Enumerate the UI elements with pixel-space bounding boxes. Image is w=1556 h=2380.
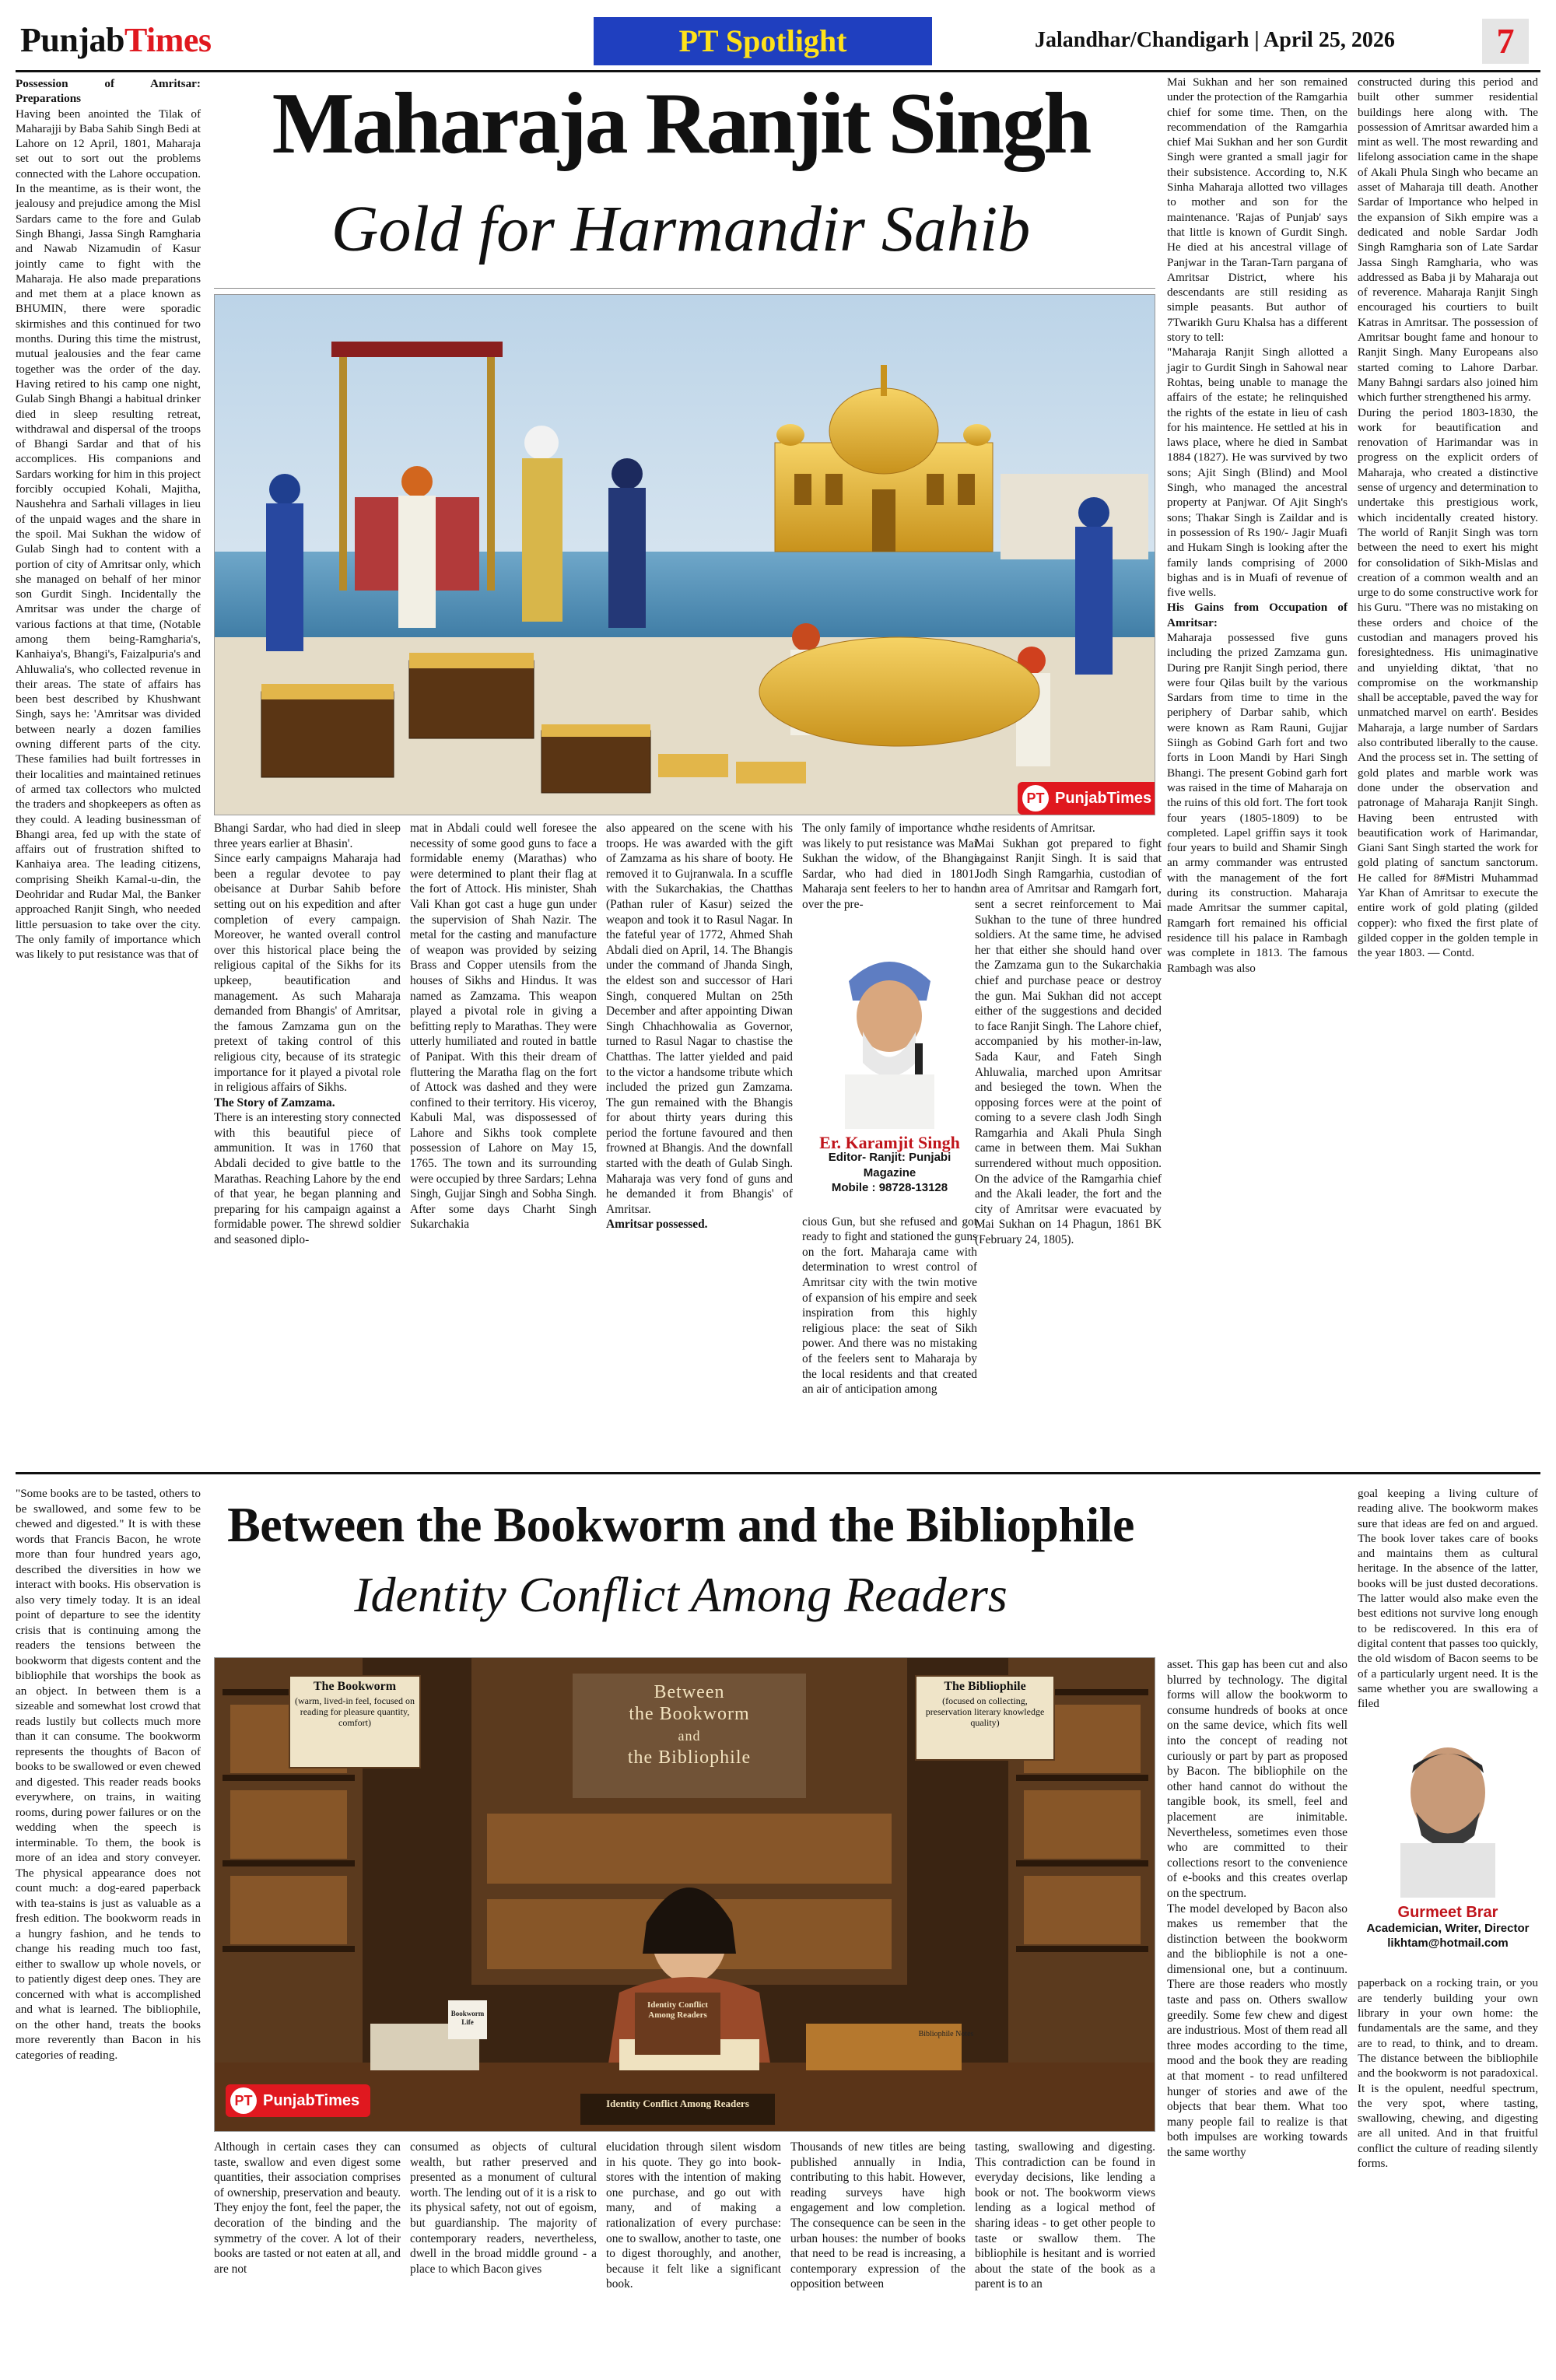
book-cover-text: Identity Conflict Among Readers [647,2000,708,2020]
author-photo-gurmeet [1358,1719,1538,1898]
article1-column-6 [975,821,1162,1460]
article1-author-mobile: Mobile : 98728-13128 [831,1181,948,1195]
bookworm-sign-text: (warm, lived-in feel, focused on reading for pleasure quantity, comfort) [295,1695,415,1728]
article1-author-box [802,927,977,1215]
article2-col5-text: Thousands of new titles are being published annually in India, contributing to this habit. However, reading surveys have high engagement and low completion. The consequence can be seen in the urban houses: the number of books that need to be read is increasing, a contemporary expression of the opposition between [790,2140,965,2291]
article1-col1-text: Possession of Amritsar: Preparations Having been anointed the Tilak of Maharajji by Baba Sahib Singh Bedi at Lahore on 12 April, 1801, Maharaja set out to sort out the problems connected with the Lahore occupation. In the meantime, as is their wont, the jealousy and prejudice among the Misl Sardars came to the fore and Gulab Singh Bhangi, Jassa Singh Ramgharia and Nawab Nizamudin of Kasur jointly came to fight with the Maharaja. He also made preparations and met them at a place known as BHUMIN, there were sporadic skirmishes and this continued for two months. During this time the mistrust, mutual jealousies and the fear came together was the order of the day. Having retired to his camp one night, Gulab Singh Bhangi a habitual drinker died in sleep resulting retreat, withdrawal and dispersal of the troops of Bhangi Sardar and that of his accomplices. His companions and Sardars working for him in this project forcibly occupied Kohali, Majitha, Naushehra and Sarhali villages in lieu of the unpaid wages and the share in the spoil. Mai Sukhan the widow of Gulab Singh had to content with a portion of city of Amritsar only, which she managed on behalf of her minor son Gurdit Singh. Incidentally the Amritsar was under the charge of various factions at that time, (Notable among them being-Ramgharia's, Kanhaiya's, Bhangi's, Faizalpuria's and Ahluwalia's, who collected revenue in their areas. The state of affairs has been best described by Khushwant Singh, says he: 'Amritsar was divided between nearly a dozen families owning different parts of the city. These families had built fortresses in their localities and maintained retinues of armed tax collectors who mulcted the traders and shopkeepers as often as they could. A leading businessman of Bhangi area, fed up with the state of affairs out of frustration shifted to Kanhaiya area. The leading citizens, comprising Sheikh Kamal-u-din, the Deohridar and Rudar Mal, the Banker approached Ranjit Singh, who needed little persuasion to take over the city. The only family of importance which was likely to put resistance was that of [16,77,201,962]
article1-column-5 [802,821,977,1460]
article2-column-6 [975,2140,1155,2365]
article1-col7-text: Mai Sukhan and her son remained under the protection of the Ramgarhia chief for some time. Then, on the recommendation of the Ramgarhia chief Mai Sukhan and her son Gurdit Singh were granted a small jagir for their subsistence. According to, N.K Sinha Maharaja allotted two villages to mother and son for the maintenance. 'Rajas of Punjab' says that little is known of Gurdit Singh. He died at his ancestral village of Panjwar in the Taran-Tarn pargana of Amritsar District, where his descendants are still residing as simple peasants. But author of 7Twarikh Guru Khalsa has a different story to tell: "Maharaja Ranjit Singh allotted a jagir to Gurdit Singh in Sahowal near Rohtas, being unable to manage the affairs of the estate; he relinquished the rights of the estate in lieu of cash for his maintence. He settled at his in laws place, where he died in Sambat 1884 (1827). He was survived by two sons; Ajit Singh (Blind) and Mool Singh, who managed the ancestral property at Panjwar. Of Ajit Singh's sons; Thakar Singh is Zaildar and is in possession of Rs 190/- Jagir Muafi and Hukam Singh is looking after the family lands comprising of 2000 bighas and is in Muafi of revenue of five wells. His Gains from Occupation of Amritsar: Maharaja possessed five guns including the prized Zamzama gun. During pre Ranjit Singh period, there were four Qilas built by the various Sardars from time to time in the periphery of Darbar sahib, which were known as Ram Rauni, Gujjar Siingh as Gobind Garh fort and two forts in Loon Mandi by Hari Singh Bhangi. The present Gobind garh fort was raised in the time of Maharaja on the ruins of this old fort. The fort took four years (1805-1809) to be completed. Lapel griffin says it took four years to build and Shamir Singh an army commander was entrusted with the management of the fort during its construction. Maharaja made Amritsar the summer capital, Ramgarh fort remained his official residence till his palace in Rambagh was complete in 1813. The famous Rambagh was also [1167,75,1347,975]
article1-column-7 [1167,75,1347,1460]
article2-column-7 [1167,1657,1347,2365]
page-number: 7 [1482,19,1529,64]
article1-column-4 [606,821,793,1460]
article1-column-3 [410,821,597,1460]
article2-column-3 [410,2140,597,2365]
article2-image-watermark [226,2084,370,2117]
article2-column-5 [790,2140,965,2365]
bibliophile-sign-text: (focused on collecting, preservation literary knowledge quality) [925,1695,1045,1728]
article2-author-box [1358,1719,1538,1975]
article1-col3-text: mat in Abdali could well foresee the necessity of some good guns to face a formidable enemy (Marathas) who were determined to plant their flag at the fort of Attock. His minister, Shah Vali Khan got cast a huge gun under the supervision of Shah Nazir. The metal for the casting and manufacture of weapon was provided by seizing Brass and Copper utensils from the houses of Sikhs and Hindus. It was named as Zamzama. This weapon played a pivotal role in giving a befitting reply to Marathas. They were utterly humiliated and routed in battle of Panipat. With this their dream of fluttering the Maratha flag on the fort of Attock was dashed and they were confined to their territory. His viceroy, Kabuli Mal, was dispossessed of Lahore and Sikhs took complete possession of Lahore on May 15, 1765. The town and its surrounding were occupied by three Sardars; Lehna Singh, Gujjar Singh and Sobha Singh. After some days Charht Singh Sukarchakia [410,822,597,1232]
article1-title-rule [214,288,1155,289]
article2-col1-text: "Some books are to be tasted, others to be swallowed, and some few to be chewed and digested." It is with these words that Francis Bacon, he wrote more than four hundred years ago, described the diversities in how we interact with books. His observation is also very timely today. It is an ideal point of departure to see the identity crisis that is continuing among the readers the tensions between the bookworm that digests content and the bibliophile that worships the book as an object. In between them is a sizeable and somewhat lost crowd that reads lustily but collects much more than it can consume. The bookworm represents the thoughts of Bacon of books to be swallowed or even chewed and digested. This reader reads books everywhere, on trains, in waiting rooms, during power failures or on the wedding when the speech is interminable. To them, the book is more of an idea and story conveyer. The physical appearance does not count much: a dog-eared paperback with tea-stains is just as valuable as a fresh edition. The bookworm reads in a hungry fashion, and he tends to change his reading much too fast, either to swallow up whole novels, or to patiently digest deep ones. They are concerned with what is accomplished and what is learned. The bibliophile, on the other hand, treats the books more reverently than Bacon in his categories of reading. [16,1487,201,2062]
article1-image-watermark [1018,782,1155,815]
brand-part1: Punjab [20,21,124,59]
article2-col4-text: elucidation through silent wisdom in his quote. They go into book-stores with the intention of making one purchase, and go out with many, and of making a rationalization of every purchase: one to swallow, another to taste, one to digest thoroughly, and another, because it felt like a significant book. [606,2140,781,2291]
article2-col6-text: tasting, swallowing and digesting. This contradiction can be found in everyday decisions, like lending a book or not. The bookworm views lending as a logical method of sharing ideas - to get other people to taste or swallow them. The bibliophile is hesitant and is worried about the state of the book as a parent is to an [975,2140,1155,2291]
article1-col2-text: Bhangi Sardar, who had died in sleep three years earlier at Bhasin'. Since early campaigns Maharaja had been a regular devotee to pay obeisance at Durbar Sahib before setting out on his expedition and after completion of every campaign. Moreover, he wanted overall control over this historical place being the religious capital of the Sikhs for its upkeep, beautification and management. As such Maharaja demanded from Bhangis' of Amritsar, the famous Zamzama gun on the pretext of taking control of this religious city, because of its strategic importance for it played a pivotal role in religious affairs of Sikhs. The Story of Zamzama. There is an interesting story connected with this beautiful piece of ammunition. It was in 1760 that Abdali decided to give battle to the Marathas. Reaching Lahore by the end of that year, he began planning and preparing for his campaign against a formidable power. The shrewd soldier and seasoned diplo- [214,822,401,1247]
article1-col8-text: constructed during this period and built other summer residential buildings here along with. The possession of Amritsar awarded him a mint as well. The most rewarding and lifelong association came in the shape of Akali Phula Singh who became an asset of Maharaja till death. Another Sardar of Importance who helped in the expansion of Sikh empire was a dedicated and noble Sardar Jodh Singh Ramgharia son of Late Sardar Jassa Singh Ramgharia, who was addressed as Baba ji by Maharaja out of reverence. Maharaja Ranjit Singh encouraged his courtiers to built Katras in Amritsar. The possession of Amritsar bought fame and honour to Ranjit Singh. Many Europeans also started coming to Lahore Darbar. Many Bahngi sardars also joined him which further strengthened his army. During the period 1803-1830, the work for beautification and renovation of Harimandar was in progress on the explicit orders of Maharaja, who created a distinctive sense of urgency and determination to undertake this prestigious work, which incidentally created history. The world of Ranjit Singh was torn between the need to exert his might for consolidation of Sikh-Mislas and creation of a common wealth and an urge to do some constructive work for his Guru. "There was no mistaking on these orders and choice of the custodian and managers proved his foresightedness. His unimaginative and unyielding diktat, 'that no compromise on the workmanship shall be acceptable, paved the way for unmatched marvel on earth'. Besides Maharaja, a large number of Sardars also contributed liberally to the cause. And the process set in. The setting of gold plates and marble work was done under the observation and patronage of Maharaja Ranjit Singh. Having been entrusted with beautification work of Harimandar, Giani Sant Singh started the work for gold plating of sanctum sanctorum. He called for 8#Mistri Muhammad Yar Khan of Amritsar to execute the entire work of gold plating (gilded copper): who fixed the first plate of gilded copper in the golden temple in the year 1803. — Contd. [1358,75,1538,960]
image-center-title [580,1681,798,1768]
bibliophile-sign-title: The Bibliophile [944,1680,1026,1693]
article2-watermark-text: PunjabTimes [263,2091,360,2109]
article2-column-4 [606,2140,781,2365]
article1-column-8 [1358,75,1538,1460]
image-title-line3: and [678,1728,701,1744]
article2-col8-top-text: goal keeping a living culture of reading alive. The bookworm makes sure that ideas are fed on and argued. The book lover takes care of books and maintains them as cultural heritage. In the absence of the latter, books will be just dusted decorations. The latter would also make even the best editions not survive long enough to be rediscovered. In this era of digital content that passes too quickly, the old wisdom of Bacon seems to be of a particularly urgent need. It is the same whether you are swallowing a filed [1358,1487,1538,1711]
bookworm-sign-title: The Bookworm [313,1680,397,1693]
bookworm-sign [289,1675,421,1768]
article2-author-name: Gurmeet Brar [1397,1904,1498,1922]
image-title-line2: the Bookworm [629,1704,750,1724]
article2-illustration [214,1657,1155,2132]
masthead-rule [16,70,1540,72]
article2-col3-text: consumed as objects of cultural wealth, but rather preserved and presented as a monument of cultural worth. The lending out of it is a risk to its physical safety, not out of egoism, but guardianship. The majority of contemporary readers, nevertheless, dwell in the broad middle ground - a place to which Bacon gives [410,2140,597,2276]
article1-col6-text: the residents of Amritsar. Mai Sukhan got prepared to fight against Ranjit Singh. It is said that Jodh Singh Ramgarhia, custodian of an area of Amritsar and Ramgarh fort, sent a secret reinforcement to Mai Sukhan to the tune of three hundred soldiers. At the same time, he advised her that either she should hand over the Zamzama gun to the Sukarchakia chief and purchase peace or destroy the gun. Mai Sukhan did not accept either of the suggestions and decided to face Ranjit Singh. The Lahore chief, accompanied by his mother-in-law, Sada Kaur, and Fateh Singh Ahluwalia, marched upon Amritsar and besieged the town. When the opposing forces were at the point of coming to a severe clash Jodh Singh Ramgarhia and Akali Phula Singh came in between them. Mai Sukhan surrendered without much opposition. On the advice of the Ramgarhia chief and the Akali leader, the fort and the city of Amritsar were evacuated by Mai Sukhan on 14 Phagun, 1861 BK (February 24, 1805). [975,822,1162,1247]
article2-column-1 [16,1486,201,2357]
article2-col2-text: Although in certain cases they can taste, swallow and even digest some quantities, their association comprises of ownership, preservation and beauty. They enjoy the font, feel the paper, the decoration of the binding and the symmetry of the cover. A lot of their books are tasted or not eaten at all, and are not [214,2140,401,2276]
article2-col7-text: asset. This gap has been cut and also blurred by technology. The digital forms will allow the bookworm to consume hundreds of books at once on the same device, which fits well into the concept of reading not curiously or part by part as proposed by Bacon. The bibliophile on the other hand cannot do without the tangible book, its smell, feel and placement are inimitable. Nevertheless, sometimes even those who are committed to their collections resort to the convenience of e-books and this creates overlap on the spectrum. The model developed by Bacon also makes us remember that the distinction between the bookworm and the bibliophile is not a one-dimensional one, but a continuum. There are those readers who mostly taste and pass on. Others swallow greedily. Some few chew and digest are industrious. Most of them read all three modes according to the time, mood and the book they are reading at that moment - to read unfiltered hunger of stories and awe of the objects that bear them. What too many people fail to realize is that both impulses are working towards the same worthy [1167,1658,1347,2159]
image-title-line4: the Bibliophile [627,1747,752,1768]
article1-author-designation: Editor- Ranjit: Punjabi Magazine [828,1151,951,1179]
article2-subtitle: Identity Conflict Among Readers [354,1567,1008,1622]
article1-col5-bottom-text: cious Gun, but she refused and got ready to fight and stationed the guns on the fort. Maharaja came with determination to wrest control of Amritsar city with the twin motive of expansion of his empire and seek inspiration from this highly religious place: the seat of Sikh power. And there was no mistaking of the feelers sent to Maharaja by the local residents and that created an air of anticipation among [802,1215,977,1397]
brand-logo[interactable] [20,20,212,60]
punjabtimes-logo-icon: PT [1022,785,1049,811]
article2-column-8 [1358,1486,1538,2365]
article1-illustration [214,294,1155,815]
article2-author-email[interactable]: likhtam@hotmail.com [1387,1937,1509,1951]
article2-column-2 [214,2140,401,2365]
article-divider [16,1472,1540,1474]
golden-temple-scene [215,295,1155,815]
article1-title: Maharaja Ranjit Singh [272,75,1090,172]
article1-column-1 [16,76,201,1460]
article1-col5-top-text: The only family of importance who was likely to put resistance was Mai Sukhan the widow, of the Bhangi Sardar, who had died in 1801. Maharaja sent feelers to her to hand over the pre- [802,822,977,911]
article1-column-2 [214,821,401,1460]
masthead [0,0,1556,68]
mug-text: Bookworm Life [450,2010,485,2026]
article2-author-designation: Academician, Writer, Director [1366,1921,1530,1935]
section-label: PT Spotlight [594,17,932,65]
plaque-text: Identity Conflict Among Readers [606,2098,749,2109]
brand-part2: Times [124,21,212,59]
author-photo-karamjit [802,927,977,1129]
article1-subtitle: Gold for Harmandir Sahib [331,193,1031,265]
article1-author-name: Er. Karamjit Singh [819,1132,960,1152]
article1-col4-text: also appeared on the scene with his troops. He was awarded with the gift of Zamzama as his share of booty. He removed it to Gujranwala. In a scuffle with the Sukarchakias, the Chatthas (Pathan ruler of Kasur) seized the weapon and took it to Rasul Nagar. In the fateful year of 1772, Ahmed Shah Abdali died on April, 14. The Bhangis under the command of Jhanda Singh, the eldest son and successor of Hari Singh, conquered Multan on 25th December and after appointing Diwan Singh Chhachhowalia as Governor, turned to Rasul Nagar to chastise the Chatthas. The latter yielded and paid to the victor a handsome tribute which included the prized gun Zamzama. The gun remained with the Bhangis for about thirty years during this period the fortune favoured and then frowned at Bhangis. And the downfall started with the death of Gulab Singh. Maharaja was very fond of guns and he demanded it from Bhangis' of Amritsar. Amritsar possessed. [606,822,793,1232]
image-title-line1: Between [654,1682,725,1702]
dateline: Jalandhar/Chandigarh | April 25, 2026 [1035,28,1395,52]
article2-col8-bottom-text: paperback on a rocking train, or you are tenderly building your own library in your own home: the fundamentals are the same, and they are to read, to think, and to dream. The distance between the bibliophile and the bookworm is not paradoxical. It is the opulent, needful spectrum, the very spot, where tasting, swallowing, chewing, and digesting are all united. And in that fruitful conflict the culture of reading silently forms. [1358,1976,1538,2171]
punjabtimes-logo-icon-2: PT [230,2087,257,2114]
article2-title: Between the Bookworm and the Bibliophile [227,1497,1134,1552]
bibliophile-sign [915,1675,1055,1761]
article1-watermark-text: PunjabTimes [1055,789,1152,807]
notes-card-text: Bibliophile Notes [918,2030,974,2038]
